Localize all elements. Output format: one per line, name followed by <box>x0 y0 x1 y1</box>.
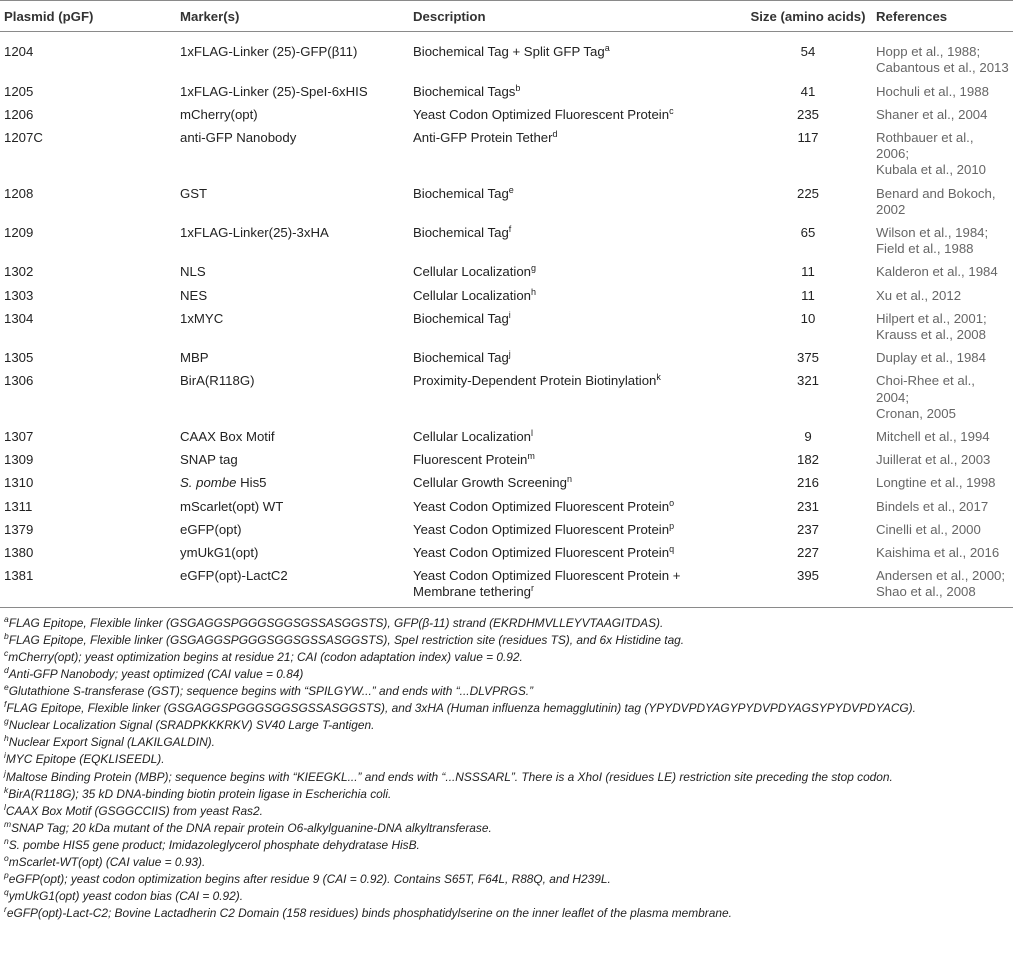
marker-text: mCherry(opt) <box>180 106 258 122</box>
table-row <box>0 347 1013 370</box>
footnote-line <box>4 769 1009 786</box>
reference-line: Hilpert et al., 2001; <box>876 310 987 326</box>
footnote-text: Nuclear Export Signal (LAKILGALDIN). <box>8 735 215 750</box>
cell-references <box>872 542 1013 565</box>
description-text: Anti-GFP Protein Tether <box>413 130 553 146</box>
cell-references <box>872 261 1013 284</box>
cell-markers <box>176 496 409 519</box>
footnote-text: S. pombe HIS5 gene product; Imidazoleglycerol phosphate dehydratase HisB. <box>8 837 420 852</box>
cell-markers <box>176 370 409 426</box>
footnote-mark: m <box>527 451 535 462</box>
cell-references <box>872 496 1013 519</box>
footnotes <box>0 608 1013 923</box>
cell-markers <box>176 261 409 284</box>
cell-size: 54 <box>800 44 816 60</box>
cell-size: 117 <box>797 130 819 146</box>
cell-size: 231 <box>796 498 819 514</box>
marker-text: GST <box>180 185 208 201</box>
footnote-line <box>4 837 1009 854</box>
footnote-line <box>4 700 1009 717</box>
footnote-line <box>4 666 1009 683</box>
cell-size: 237 <box>796 521 819 537</box>
cell-description <box>409 496 744 519</box>
cell-references <box>872 308 1013 347</box>
cell-plasmid: 1209 <box>4 225 34 241</box>
footnote-text: MYC Epitope (EQKLISEEDL). <box>5 752 165 767</box>
cell-plasmid: 1208 <box>4 185 34 201</box>
cell-description <box>409 519 744 542</box>
footnote-mark: r <box>531 583 535 594</box>
footnote-line <box>4 649 1009 666</box>
footnote-line <box>4 820 1009 837</box>
footnote-line <box>4 632 1009 649</box>
footnote-line <box>4 683 1009 700</box>
marker-text: 1xFLAG-Linker (25)-GFP(β11) <box>180 44 358 60</box>
cell-references <box>872 222 1013 261</box>
footnote-mark: i <box>508 309 511 320</box>
cell-size: 182 <box>796 452 819 468</box>
footnote-mark: e <box>508 184 514 195</box>
footnote-text: Anti-GFP Nanobody; yeast optimized (CAI value = 0.84) <box>8 666 304 681</box>
cell-description <box>409 565 744 607</box>
description-text: Biochemical Tag + Split GFP Tag <box>413 44 605 60</box>
cell-description <box>409 183 744 222</box>
cell-references <box>872 370 1013 426</box>
footnote-letter: e <box>4 682 9 693</box>
marker-text: MBP <box>180 350 209 366</box>
description-text: Yeast Codon Optimized Fluorescent Protein <box>413 106 670 122</box>
cell-plasmid: 1207C <box>4 130 43 146</box>
cell-plasmid: 1306 <box>4 373 34 389</box>
footnote-text: FLAG Epitope, Flexible linker (GSGAGGSPGGGSGGSGSSASGGSTS), SpeI restriction site (residues TS), and 6x Histidine tag. <box>8 632 685 647</box>
cell-markers <box>176 519 409 542</box>
cell-description <box>409 104 744 127</box>
cell-markers <box>176 308 409 347</box>
reference-line: Wilson et al., 1984; <box>876 225 989 241</box>
table-row <box>0 261 1013 284</box>
table-row <box>0 222 1013 261</box>
cell-description <box>409 127 744 183</box>
cell-plasmid: 1303 <box>4 287 34 303</box>
cell-markers <box>176 542 409 565</box>
reference-line: Kaishima et al., 2016 <box>876 545 1000 561</box>
cell-markers <box>176 183 409 222</box>
cell-references <box>872 449 1013 472</box>
footnote-line <box>4 786 1009 803</box>
header-references: References <box>872 1 1013 32</box>
reference-line: Bindels et al., 2017 <box>876 498 989 514</box>
footnote-mark: n <box>566 474 572 485</box>
footnote-text: FLAG Epitope, Flexible linker (GSGAGGSPGGGSGGSGSSASGGSTS), GFP(β-11) strand (EKRDHMVLLEYVTAAGITDAS). <box>8 615 664 630</box>
marker-text: NLS <box>180 264 206 280</box>
footnote-letter: c <box>4 647 9 658</box>
table-row <box>0 519 1013 542</box>
footnote-line <box>4 751 1009 768</box>
cell-plasmid: 1206 <box>4 106 34 122</box>
footnote-mark: l <box>531 428 534 439</box>
marker-text: SNAP tag <box>180 452 238 468</box>
cell-markers <box>176 472 409 495</box>
footnote-line <box>4 734 1009 751</box>
cell-description <box>409 370 744 426</box>
cell-description <box>409 285 744 308</box>
cell-markers <box>176 449 409 472</box>
description-text: Yeast Codon Optimized Fluorescent Protein <box>413 498 670 514</box>
footnote-mark: b <box>515 82 521 93</box>
table-row <box>0 449 1013 472</box>
cell-markers <box>176 347 409 370</box>
cell-references <box>872 426 1013 449</box>
description-text: Fluorescent Protein <box>413 452 528 468</box>
footnote-text: Nuclear Localization Signal (SRADPKKKRKV) SV40 Large T-antigen. <box>8 718 375 733</box>
cell-description <box>409 347 744 370</box>
footnote-mark: g <box>531 263 537 274</box>
footnote-text: FLAG Epitope, Flexible linker (GSGAGGSPGGGSGGSGSSASGGSTS), and 3xHA (Human influenza hemagglutinin) tag (YPYDVPDYAGYPYDVPDYAGSYPYDVPDYACG). <box>6 701 916 716</box>
footnote-letter: r <box>4 904 7 915</box>
table-row <box>0 496 1013 519</box>
cell-size: 10 <box>800 310 816 326</box>
description-text: Yeast Codon Optimized Fluorescent Protein + Membrane tethering <box>413 568 681 600</box>
reference-line: Rothbauer et al., 2006; <box>876 130 974 162</box>
footnote-letter: m <box>4 818 12 829</box>
cell-description <box>409 308 744 347</box>
footnote-text: ymUkG1(opt) yeast codon bias (CAI = 0.92). <box>8 889 244 904</box>
marker-text: eGFP(opt)-LactC2 <box>180 568 288 584</box>
footnote-mark: o <box>669 497 675 508</box>
table-row <box>0 183 1013 222</box>
footnote-letter: j <box>4 767 6 778</box>
footnote-mark: a <box>604 43 610 54</box>
footnote-text: BirA(R118G); 35 kD DNA-binding biotin protein ligase in Escherichia coli. <box>8 786 392 801</box>
footnote-text: SNAP Tag; 20 kDa mutant of the DNA repair protein O6-alkylguanine-DNA alkyltransferase. <box>11 820 492 835</box>
reference-line: Longtine et al., 1998 <box>876 475 996 491</box>
reference-line: Shaner et al., 2004 <box>876 106 988 122</box>
cell-markers <box>176 127 409 183</box>
footnote-line <box>4 871 1009 888</box>
footnote-text: CAAX Box Motif (GSGGCCIIS) from yeast Ras2. <box>5 803 263 818</box>
reference-line: Kalderon et al., 1984 <box>876 264 998 280</box>
reference-line: Field et al., 1988 <box>876 241 974 257</box>
footnote-letter: h <box>4 733 9 744</box>
footnote-letter: n <box>4 835 9 846</box>
marker-italic: S. pombe <box>180 475 237 491</box>
cell-references <box>872 347 1013 370</box>
header-markers: Marker(s) <box>176 1 409 32</box>
cell-size: 225 <box>796 185 819 201</box>
description-text: Yeast Codon Optimized Fluorescent Protein <box>413 545 670 561</box>
footnote-line <box>4 905 1009 922</box>
cell-references <box>872 32 1013 81</box>
marker-text: BirA(R118G) <box>180 373 255 389</box>
reference-line: Juillerat et al., 2003 <box>876 452 991 468</box>
footnote-line <box>4 854 1009 871</box>
footnote-text: mCherry(opt); yeast optimization begins at residue 21; CAI (codon adaptation index) value = 0.92. <box>8 649 523 664</box>
footnote-mark: j <box>508 349 511 360</box>
footnote-letter: f <box>4 699 7 710</box>
table-row <box>0 426 1013 449</box>
marker-text: mScarlet(opt) WT <box>180 498 284 514</box>
footnote-letter: q <box>4 887 9 898</box>
cell-markers <box>176 565 409 607</box>
cell-size: 216 <box>796 475 819 491</box>
reference-line: Duplay et al., 1984 <box>876 350 986 366</box>
reference-line: Mitchell et al., 1994 <box>876 429 990 445</box>
cell-description <box>409 449 744 472</box>
cell-description <box>409 472 744 495</box>
footnote-letter: o <box>4 853 9 863</box>
reference-line: Shao et al., 2008 <box>876 584 976 600</box>
marker-text: NES <box>180 287 208 303</box>
cell-markers <box>176 222 409 261</box>
cell-size: 235 <box>796 106 819 122</box>
cell-description <box>409 222 744 261</box>
reference-line: Kubala et al., 2010 <box>876 162 986 178</box>
reference-line: Hopp et al., 1988; <box>876 44 981 60</box>
footnote-letter: k <box>4 784 9 795</box>
footnote-text: Glutathione S-transferase (GST); sequence begins with “SPILGYW...” and ends with “...DLVPRGS.” <box>8 684 534 699</box>
table-row <box>0 472 1013 495</box>
cell-plasmid: 1307 <box>4 429 34 445</box>
footnote-letter: b <box>4 630 9 641</box>
cell-plasmid: 1380 <box>4 545 34 561</box>
description-text: Biochemical Tag <box>413 310 509 326</box>
cell-markers <box>176 426 409 449</box>
marker-text: CAAX Box Motif <box>180 429 275 445</box>
cell-markers <box>176 104 409 127</box>
cell-size: 65 <box>800 225 816 241</box>
cell-references <box>872 519 1013 542</box>
reference-line: Hochuli et al., 1988 <box>876 83 989 99</box>
cell-size: 41 <box>800 83 816 99</box>
cell-description <box>409 261 744 284</box>
footnote-mark: p <box>669 520 675 531</box>
footnote-letter: g <box>4 716 9 727</box>
table-row <box>0 127 1013 183</box>
footnote-line <box>4 803 1009 820</box>
table-row <box>0 285 1013 308</box>
cell-description <box>409 81 744 104</box>
table-body <box>0 32 1013 607</box>
cell-markers <box>176 32 409 81</box>
cell-markers <box>176 285 409 308</box>
cell-references <box>872 565 1013 607</box>
footnote-text: eGFP(opt)-Lact-C2; Bovine Lactadherin C2 Domain (158 residues) binds phosphatidylserine on the inner leaflet of the plasma membrane. <box>6 906 732 921</box>
marker-text: eGFP(opt) <box>180 521 242 537</box>
description-text: Biochemical Tag <box>413 185 509 201</box>
cell-references <box>872 127 1013 183</box>
reference-line: 2002 <box>876 201 906 217</box>
cell-markers <box>176 81 409 104</box>
reference-line: Xu et al., 2012 <box>876 287 962 303</box>
footnote-line <box>4 717 1009 734</box>
cell-plasmid: 1205 <box>4 83 34 99</box>
cell-size: 11 <box>801 264 815 280</box>
header-description: Description <box>409 1 744 32</box>
footnote-letter: i <box>4 750 6 761</box>
description-text: Biochemical Tags <box>413 83 516 99</box>
cell-description <box>409 426 744 449</box>
description-text: Cellular Growth Screening <box>413 475 567 491</box>
cell-description <box>409 542 744 565</box>
footnote-letter: a <box>4 613 9 624</box>
cell-size: 375 <box>796 350 819 366</box>
cell-references <box>872 472 1013 495</box>
footnote-mark: q <box>669 544 675 555</box>
reference-line: Cabantous et al., 2013 <box>876 60 1009 76</box>
cell-plasmid: 1379 <box>4 521 34 537</box>
table-row <box>0 81 1013 104</box>
reference-line: Choi-Rhee et al., 2004; <box>876 373 975 405</box>
footnote-mark: d <box>552 129 558 140</box>
cell-references <box>872 81 1013 104</box>
reference-line: Cinelli et al., 2000 <box>876 521 981 537</box>
footnote-letter: p <box>4 870 9 881</box>
marker-text: 1xFLAG-Linker(25)-3xHA <box>180 225 329 241</box>
table-row <box>0 308 1013 347</box>
cell-size: 321 <box>796 373 819 389</box>
cell-plasmid: 1204 <box>4 44 34 60</box>
table-row <box>0 542 1013 565</box>
footnote-letter: l <box>4 801 6 812</box>
table-row <box>0 32 1013 81</box>
cell-plasmid: 1302 <box>4 264 34 280</box>
footnote-text: eGFP(opt); yeast codon optimization begins after residue 9 (CAI = 0.92). Contains S65T, F64L, R88Q, and H239L. <box>8 872 611 887</box>
cell-description <box>409 32 744 81</box>
cell-references <box>872 285 1013 308</box>
marker-text: 1xMYC <box>180 310 224 326</box>
footnote-mark: k <box>656 372 661 383</box>
footnote-text: mScarlet-WT(opt) (CAI value = 0.93). <box>8 855 206 869</box>
cell-plasmid: 1381 <box>0 565 176 607</box>
cell-plasmid: 1310 <box>4 475 34 491</box>
table-header <box>0 1 1013 32</box>
marker-text: 1xFLAG-Linker (25)-SpeI-6xHIS <box>180 83 368 99</box>
reference-line: Benard and Bokoch, <box>876 185 996 201</box>
header-row <box>0 1 1013 32</box>
cell-size: 227 <box>796 545 819 561</box>
marker-text: anti-GFP Nanobody <box>180 130 297 146</box>
description-text: Cellular Localization <box>413 287 532 303</box>
footnote-mark: f <box>508 224 512 235</box>
footnote-mark: c <box>669 105 674 116</box>
cell-size: 11 <box>801 287 815 303</box>
footnote-text: Maltose Binding Protein (MBP); sequence begins with “KIEEGKL...” and ends with “...NSSSARL”. There is a XhoI (residues LE) restriction site preceding the stop codon. <box>5 769 893 784</box>
cell-plasmid: 1304 <box>4 310 34 326</box>
footnote-line <box>4 888 1009 905</box>
description-text: Cellular Localization <box>413 429 532 445</box>
description-text: Yeast Codon Optimized Fluorescent Protein <box>413 521 670 537</box>
cell-references <box>872 104 1013 127</box>
cell-plasmid: 1305 <box>4 350 34 366</box>
description-text: Biochemical Tag <box>413 350 509 366</box>
cell-references <box>872 183 1013 222</box>
description-text: Cellular Localization <box>413 264 532 280</box>
table-row <box>0 565 1013 607</box>
footnote-line <box>4 615 1009 632</box>
footnote-mark: h <box>531 286 537 297</box>
cell-plasmid: 1311 <box>4 498 33 514</box>
header-plasmid: Plasmid (pGF) <box>0 1 176 32</box>
description-text: Proximity-Dependent Protein Biotinylation <box>413 373 657 389</box>
header-size: Size (amino acids) <box>744 1 872 32</box>
reference-line: Andersen et al., 2000; <box>876 568 1006 584</box>
description-text: Biochemical Tag <box>413 225 509 241</box>
footnote-letter: d <box>4 664 9 675</box>
reference-line: Cronan, 2005 <box>876 405 956 421</box>
cell-size: 395 <box>744 565 872 607</box>
marker-text: His5 <box>236 475 267 491</box>
marker-text: ymUkG1(opt) <box>180 545 259 561</box>
cell-size: 9 <box>804 429 812 445</box>
table-row <box>0 104 1013 127</box>
cell-plasmid: 1309 <box>4 452 34 468</box>
table-row <box>0 370 1013 426</box>
reference-line: Krauss et al., 2008 <box>876 327 986 343</box>
